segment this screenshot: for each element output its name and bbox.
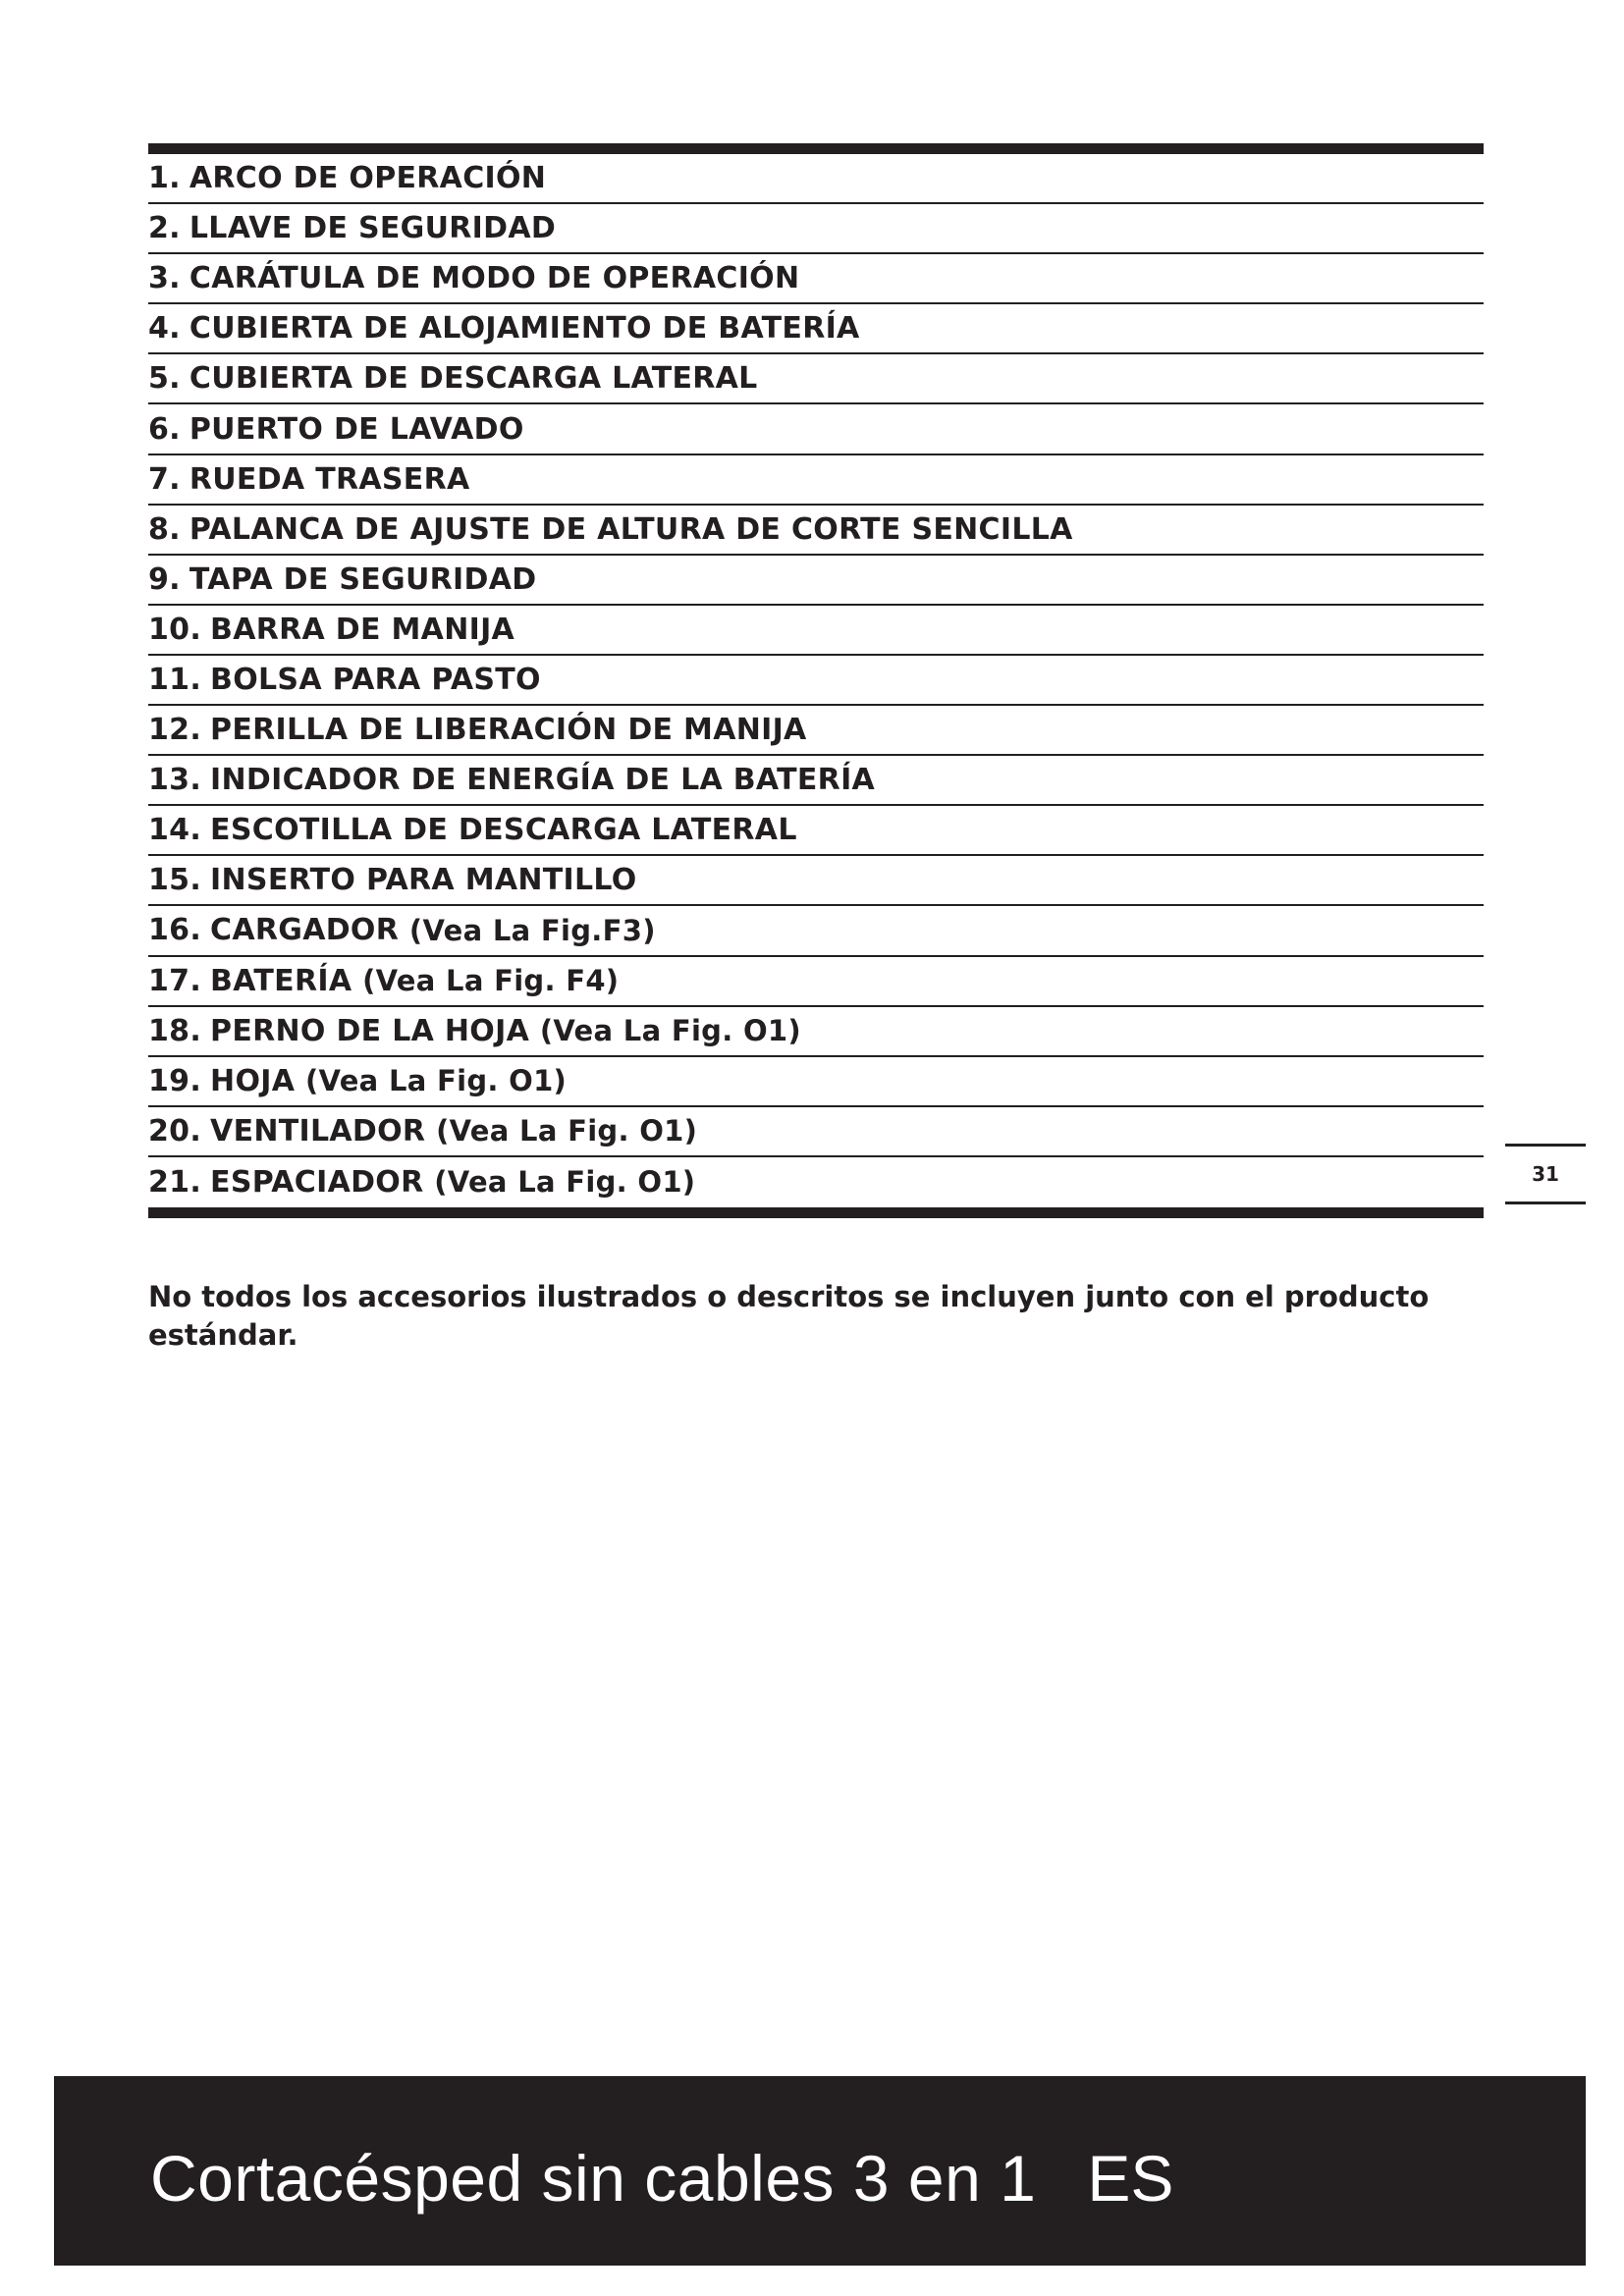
item-number: 5. bbox=[148, 361, 181, 397]
item-number: 21. bbox=[148, 1164, 202, 1200]
list-item bbox=[148, 204, 1484, 254]
item-label: PERILLA DE LIBERACIÓN DE MANIJA bbox=[210, 713, 807, 748]
item-number: 13. bbox=[148, 763, 202, 798]
item-number: 20. bbox=[148, 1113, 202, 1148]
item-figure-reference: (Vea La Fig. O1) bbox=[434, 1165, 696, 1200]
item-figure-reference: (Vea La Fig. O1) bbox=[436, 1114, 698, 1148]
item-number: 10. bbox=[148, 612, 202, 647]
list-item bbox=[148, 506, 1484, 556]
item-number: 12. bbox=[148, 713, 202, 748]
item-number: 18. bbox=[148, 1013, 202, 1048]
list-item bbox=[148, 656, 1484, 706]
item-label: ESCOTILLA DE DESCARGA LATERAL bbox=[210, 813, 797, 848]
list-item bbox=[148, 706, 1484, 756]
item-number: 17. bbox=[148, 963, 202, 998]
item-figure-reference: (Vea La Fig. O1) bbox=[305, 1064, 568, 1098]
list-item bbox=[148, 606, 1484, 656]
item-label: BATERÍA bbox=[210, 963, 352, 998]
list-item bbox=[148, 556, 1484, 606]
footer-language: ES bbox=[1087, 2141, 1174, 2215]
item-number: 7. bbox=[148, 461, 181, 497]
item-label: HOJA bbox=[210, 1063, 296, 1098]
item-label: ESPACIADOR bbox=[210, 1164, 424, 1200]
item-figure-reference: (Vea La Fig. F4) bbox=[362, 964, 620, 998]
item-label: VENTILADOR bbox=[210, 1113, 426, 1148]
list-item bbox=[148, 254, 1484, 304]
item-number: 4. bbox=[148, 311, 181, 347]
footer-band bbox=[54, 2076, 1586, 2266]
list-item bbox=[148, 455, 1484, 506]
item-label: PUERTO DE LAVADO bbox=[189, 411, 524, 447]
item-label: PALANCA DE AJUSTE DE ALTURA DE CORTE SENCILLA bbox=[189, 511, 1073, 547]
item-number: 14. bbox=[148, 813, 202, 848]
list-item bbox=[148, 957, 1484, 1007]
list-item bbox=[148, 906, 1484, 956]
item-label: RUEDA TRASERA bbox=[189, 461, 470, 497]
item-label: TAPA DE SEGURIDAD bbox=[189, 561, 537, 597]
item-number: 8. bbox=[148, 511, 181, 547]
item-number: 9. bbox=[148, 561, 181, 597]
item-figure-reference: (Vea La Fig. O1) bbox=[539, 1014, 801, 1048]
item-label: BARRA DE MANIJA bbox=[210, 612, 515, 647]
item-number: 16. bbox=[148, 913, 202, 948]
item-label: ARCO DE OPERACIÓN bbox=[189, 161, 547, 196]
item-number: 15. bbox=[148, 863, 202, 898]
list-item bbox=[148, 1057, 1484, 1107]
list-item bbox=[148, 806, 1484, 856]
item-number: 2. bbox=[148, 211, 181, 246]
list-item bbox=[148, 154, 1484, 204]
item-label: CARÁTULA DE MODO DE OPERACIÓN bbox=[189, 261, 800, 296]
item-number: 6. bbox=[148, 411, 181, 447]
list-item bbox=[148, 1007, 1484, 1057]
accessories-note: No todos los accesorios ilustrados o descritos se incluyen junto con el producto estándar. bbox=[148, 1280, 1430, 1352]
list-item bbox=[148, 404, 1484, 454]
list-item bbox=[148, 354, 1484, 404]
item-figure-reference: (Vea La Fig.F3) bbox=[408, 913, 656, 947]
item-label: CARGADOR bbox=[210, 913, 400, 948]
item-number: 11. bbox=[148, 662, 202, 697]
footer-title: Cortacésped sin cables 3 en 1 bbox=[150, 2141, 1037, 2215]
list-item bbox=[148, 1107, 1484, 1157]
list-item bbox=[148, 756, 1484, 806]
item-label: BOLSA PARA PASTO bbox=[210, 662, 541, 697]
list-item bbox=[148, 304, 1484, 354]
item-number: 3. bbox=[148, 261, 181, 296]
page-number: 31 bbox=[1505, 1144, 1586, 1204]
item-label: INDICADOR DE ENERGÍA DE LA BATERÍA bbox=[210, 763, 876, 798]
parts-list bbox=[148, 143, 1484, 1218]
list-item bbox=[148, 1157, 1484, 1207]
list-item bbox=[148, 856, 1484, 906]
item-number: 19. bbox=[148, 1063, 202, 1098]
item-label: CUBIERTA DE DESCARGA LATERAL bbox=[189, 361, 758, 397]
item-label: CUBIERTA DE ALOJAMIENTO DE BATERÍA bbox=[189, 311, 860, 347]
item-label: INSERTO PARA MANTILLO bbox=[210, 863, 637, 898]
item-number: 1. bbox=[148, 161, 181, 196]
item-label: LLAVE DE SEGURIDAD bbox=[189, 211, 557, 246]
item-label: PERNO DE LA HOJA bbox=[210, 1013, 530, 1048]
